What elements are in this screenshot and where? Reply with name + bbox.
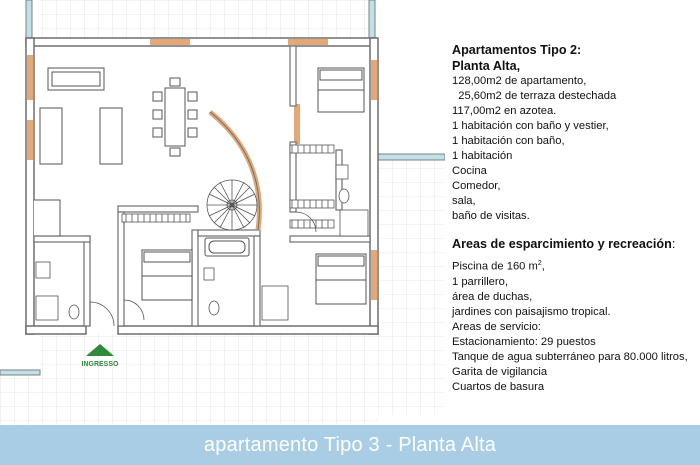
terrace-left-bottom — [0, 375, 40, 425]
description-list-item: 1 habitación con baño, — [452, 135, 565, 147]
terrace-top — [40, 0, 370, 40]
areas-list-item: Areas de servicio: — [452, 320, 541, 333]
description-list — [452, 74, 698, 224]
spiral-staircase — [207, 180, 257, 230]
terrace-bottom — [40, 334, 378, 424]
description-title-line2: Planta Alta, — [452, 59, 521, 73]
areas-list-item: 1 parrillero, — [452, 275, 508, 288]
description-list-item: 117,00m2 en azotea. — [452, 105, 557, 117]
areas-title: Areas de esparcimiento y recreación: — [452, 237, 676, 251]
areas-list — [452, 275, 698, 395]
bed-bottom-right — [316, 254, 366, 304]
areas-list-item: Estacionamiento: 29 puestos — [452, 335, 596, 348]
bathtub — [205, 238, 249, 256]
areas-list-item: jardines con paisajismo tropical. — [452, 305, 611, 318]
terrace-right — [378, 160, 445, 415]
description-panel — [452, 42, 698, 395]
description-list-item: baño de visitas. — [452, 210, 530, 222]
glass-railing-left — [0, 370, 40, 375]
description-list-item: 1 habitación — [452, 150, 513, 162]
areas-list-item: área de duchas, — [452, 290, 533, 303]
areas-list-item: Tanque de agua subterráneo para 80.000 litros, — [452, 350, 688, 363]
dining-table — [153, 78, 197, 156]
entry-label: INGRESSO — [81, 361, 119, 368]
bed-middle — [142, 250, 192, 300]
description-list-item: sala, — [452, 195, 476, 207]
bed-top-right — [318, 68, 364, 112]
footer-banner — [0, 425, 700, 465]
pool-line: Piscina de 160 $m^2$, — [452, 260, 545, 273]
areas-list-item: Cuartos de basura — [452, 380, 545, 393]
kitchen-counter — [34, 200, 60, 236]
banner-title: apartamento Tipo 3 - Planta Alta — [203, 433, 497, 456]
sofa-set — [40, 68, 122, 164]
glass-railing-top-right — [369, 0, 375, 38]
description-list-item: Cocina — [452, 165, 487, 177]
description-list-item: 25,60m2 de terraza destechada — [452, 90, 617, 102]
areas-list-item: Garita de vigilancia — [452, 365, 548, 378]
description-list-item: 128,00m2 de apartamento, — [452, 75, 587, 87]
description-title-line1: Apartamentos Tipo 2: — [452, 43, 582, 57]
glass-railing-top-left — [26, 0, 32, 38]
description-list-item: Comedor, — [452, 180, 501, 192]
glass-railing-right — [378, 154, 445, 160]
description-list-item: 1 habitación con baño y vestier, — [452, 120, 609, 132]
